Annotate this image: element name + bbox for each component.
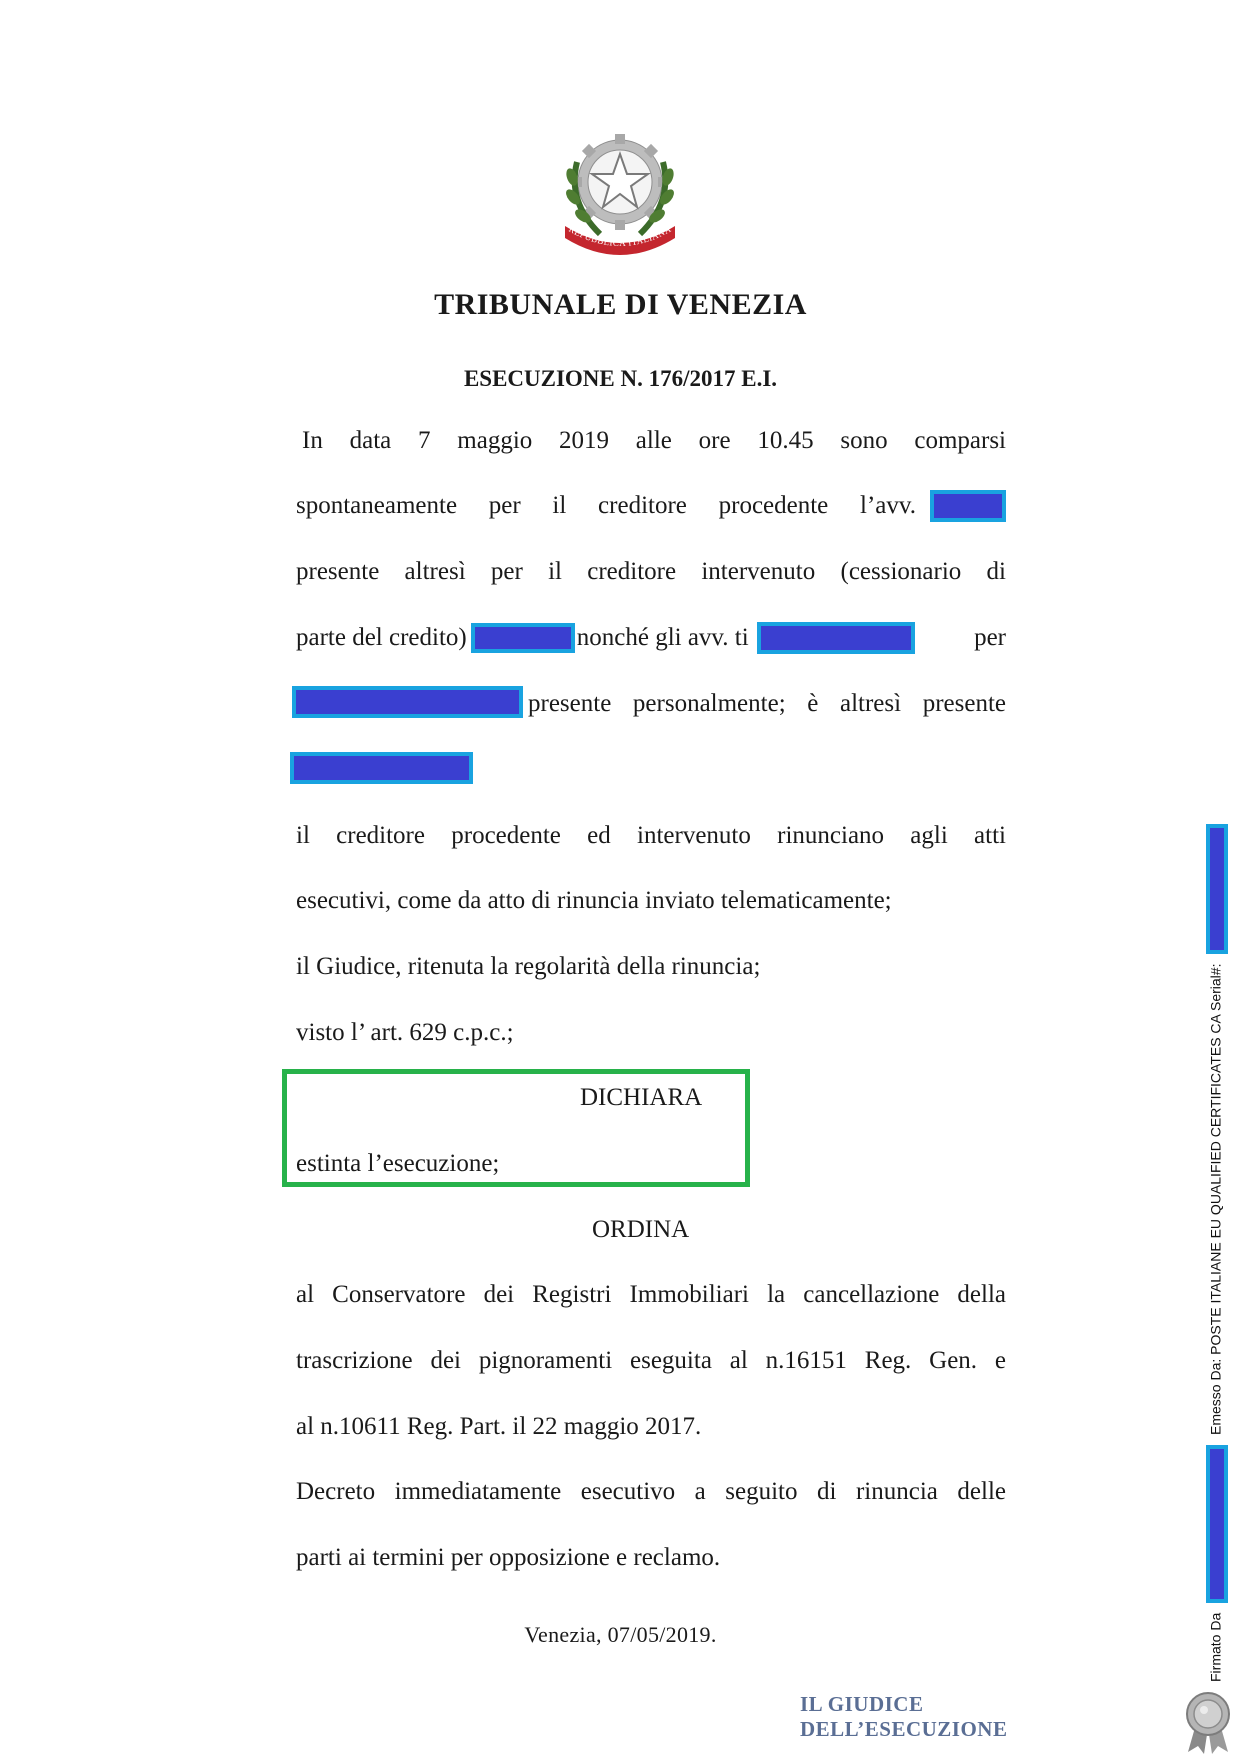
ordina-heading: ORDINA — [592, 1216, 690, 1243]
body-line-13: Decreto immediatamente esecutivo a seguito di rinuncia delle — [296, 1478, 1006, 1505]
body-line-11: trascrizione dei pignoramenti eseguita al n.16151 Reg. Gen. e — [296, 1347, 1006, 1374]
signature-firmato-label: Firmato Da — [1207, 1612, 1224, 1682]
court-title: TRIBUNALE DI VENEZIA — [434, 288, 807, 321]
emblem-ribbon-text: REPUBBLICA ITALIANA — [567, 223, 673, 249]
body-line-8: il Giudice, ritenuta la regolarità della rinuncia; — [296, 953, 761, 980]
body-line-4-part-b: nonché gli avv. ti — [576, 624, 749, 651]
body-line-9: visto l’ art. 629 c.p.c.; — [296, 1019, 514, 1046]
estinta-line: estinta l’esecuzione; — [296, 1150, 500, 1177]
body-line-2-text: spontaneamente per il creditore procedente l’avv. — [296, 492, 916, 519]
body-line-1: In data 7 maggio 2019 alle ore 10.45 sono comparsi — [302, 427, 1006, 454]
body-line-3: presente altresì per il creditore intervenuto (cessionario di — [296, 558, 1006, 585]
body-line-10: al Conservatore dei Registri Immobiliari la cancellazione della — [296, 1281, 1006, 1308]
body-line-7: esecutivi, come da atto di rinuncia inviato telematicamente; — [296, 887, 892, 914]
redacted-signer-name — [1206, 1445, 1228, 1603]
redacted-present-party — [290, 752, 473, 784]
italian-republic-emblem-icon — [555, 122, 685, 257]
body-line-4-part-c: per — [974, 624, 1006, 651]
case-number: ESECUZIONE N. 176/2017 E.I. — [463, 366, 778, 391]
document-date: Venezia, 07/05/2019. — [524, 1622, 717, 1647]
judge-signature-label: IL GIUDICE DELL’ESECUZIONE — [800, 1692, 1008, 1741]
body-line-4-part-a: parte del credito) — [296, 624, 467, 651]
signature-issuer-label: Emesso Da: POSTE ITALIANE EU QUALIFIED CERTIFICATES CA Serial#: — [1207, 963, 1224, 1435]
digital-signature-text — [1206, 824, 1228, 1682]
redacted-party-name — [292, 686, 523, 718]
redacted-attorney-name — [930, 490, 1006, 522]
body-line-4 — [296, 622, 1006, 654]
body-line-12: al n.10611 Reg. Part. il 22 maggio 2017. — [296, 1413, 702, 1440]
body-line-6: il creditore procedente ed intervenuto rinunciano agli atti — [296, 822, 1006, 849]
redacted-attorneys-names — [757, 622, 915, 654]
redacted-creditor-name — [471, 623, 575, 653]
body-line-2 — [296, 490, 1006, 522]
body-line-14: parti ai termini per opposizione e reclamo. — [296, 1544, 721, 1571]
signature-seal-icon — [1182, 1690, 1234, 1755]
body-line-5: presente personalmente; è altresì presente — [528, 690, 1006, 717]
dichiara-heading: DICHIARA — [580, 1084, 703, 1111]
redacted-serial-number — [1206, 824, 1228, 954]
